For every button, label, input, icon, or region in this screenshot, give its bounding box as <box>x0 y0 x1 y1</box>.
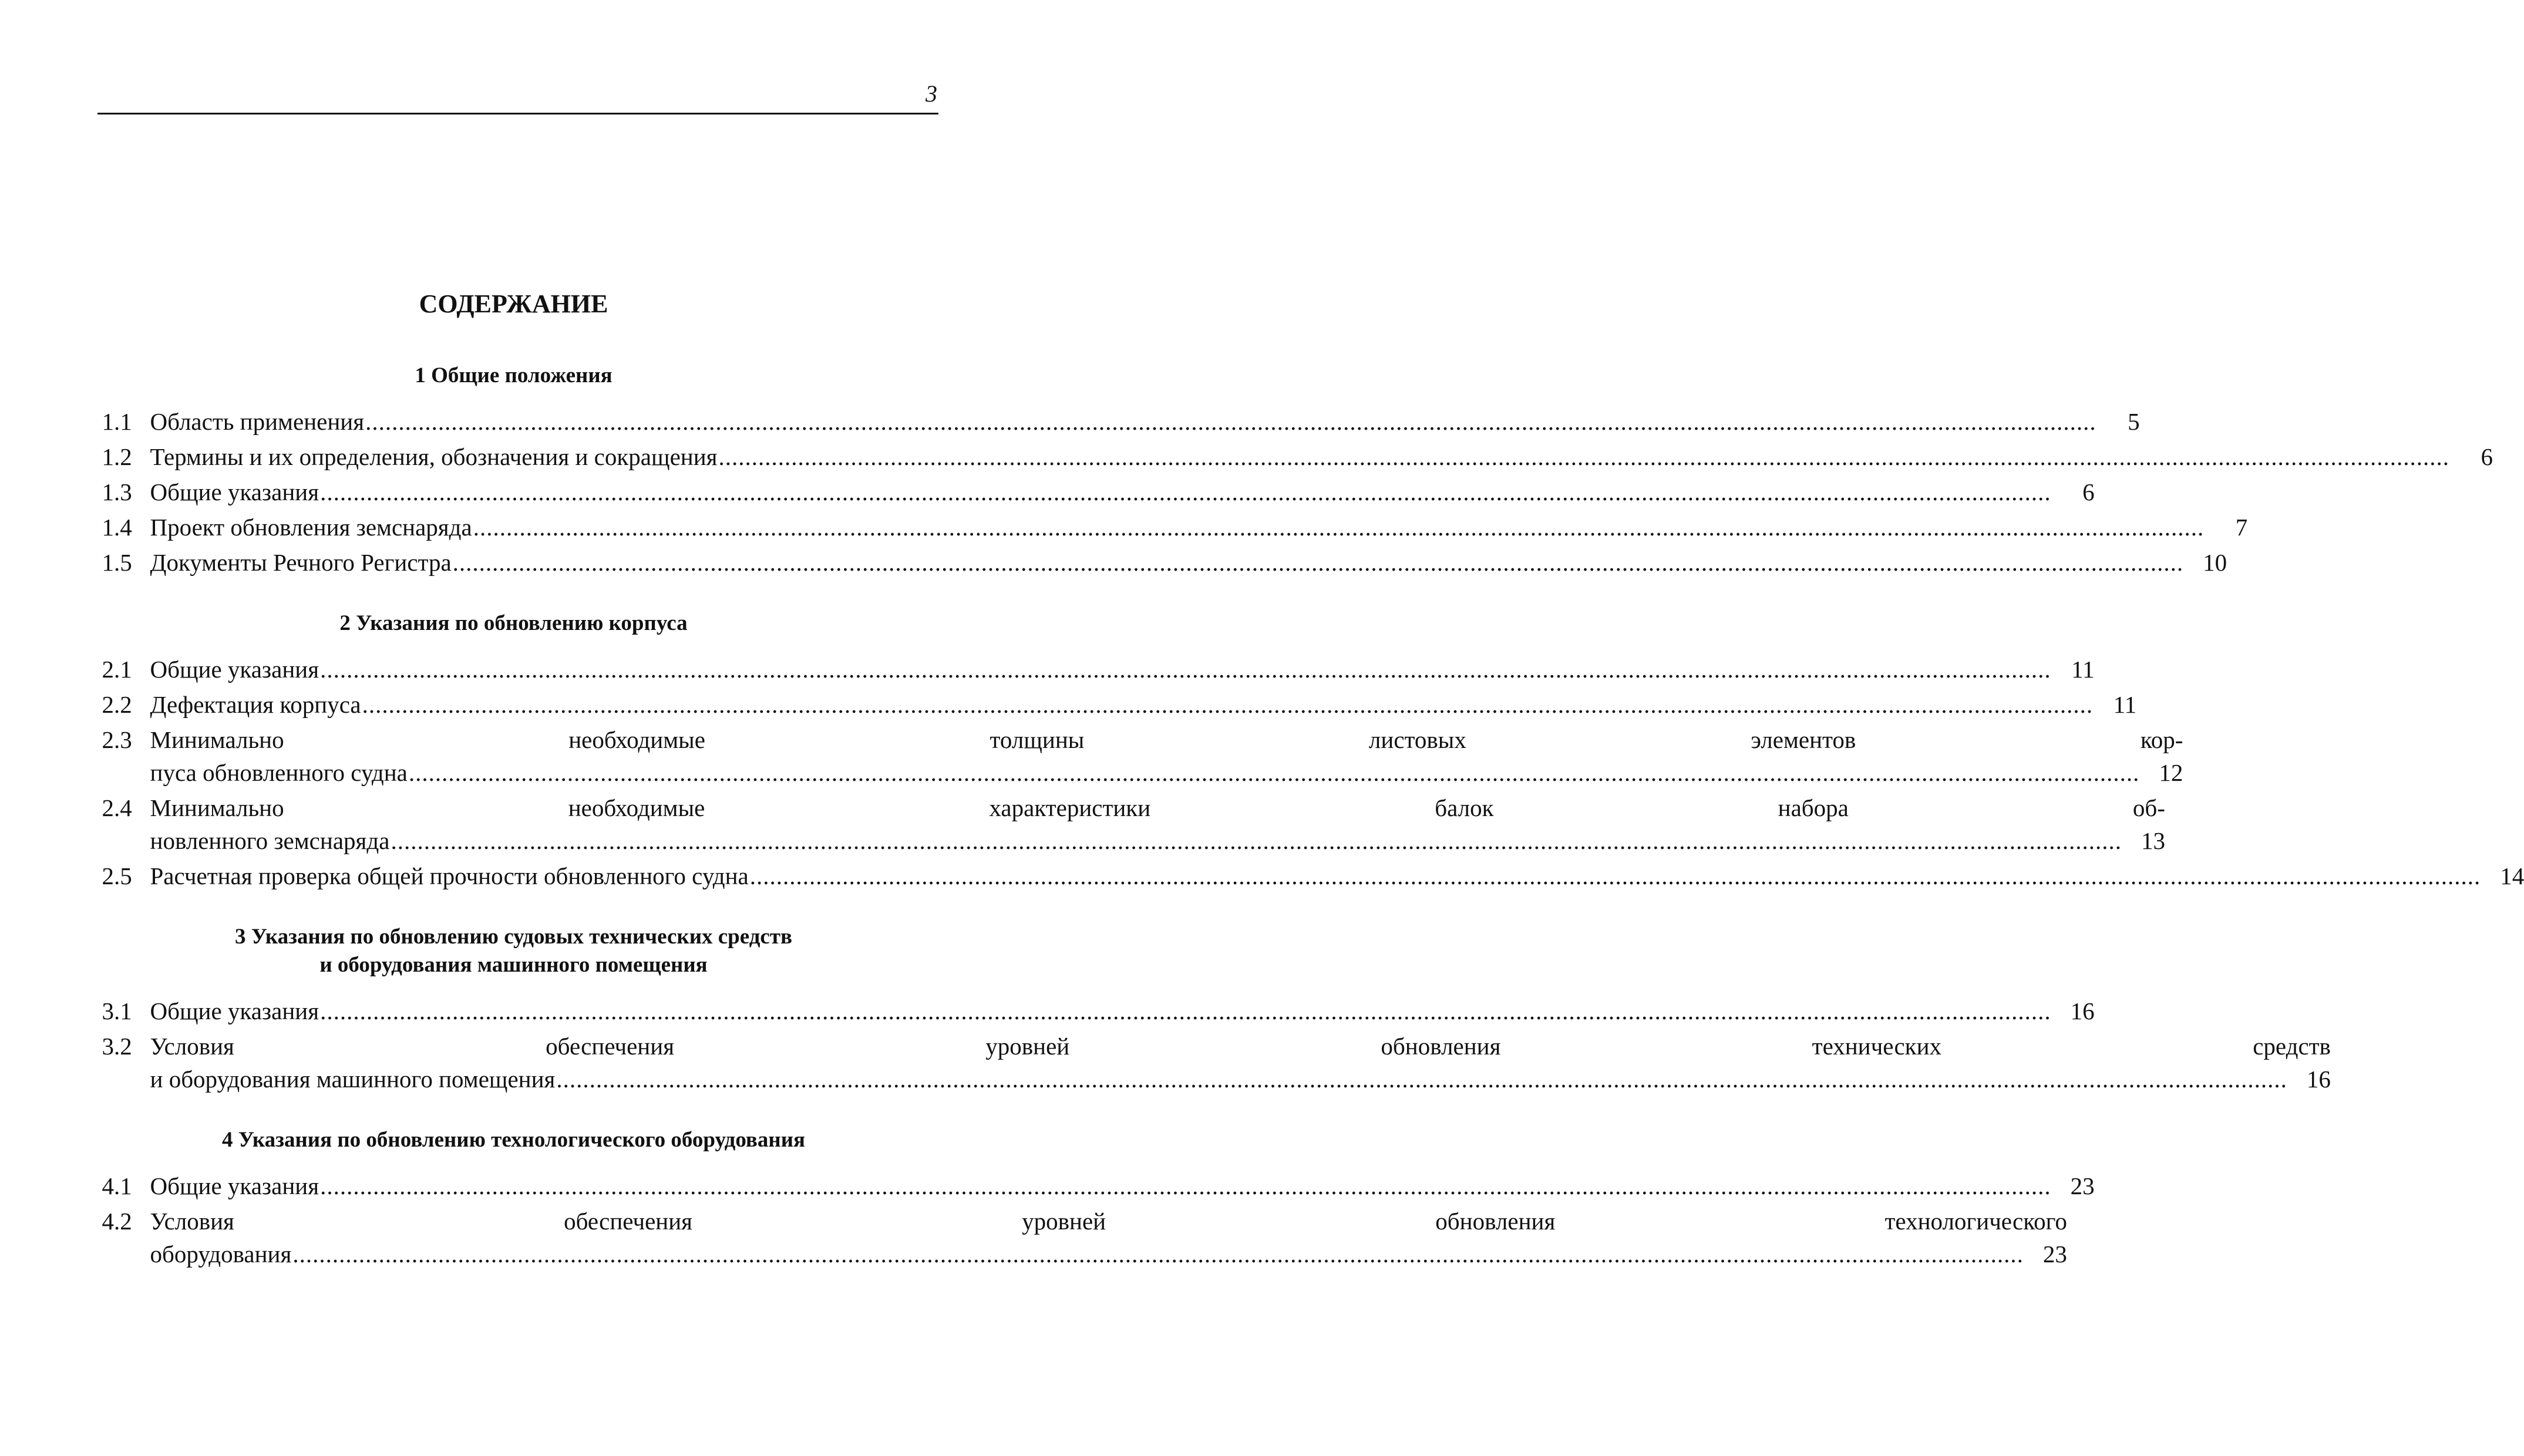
toc-entry-body <box>150 546 2227 579</box>
section-heading <box>0 609 1027 638</box>
section-heading-line: 4 Указания по обновлению технологического оборудования <box>221 1128 806 1152</box>
toc-entry-list <box>96 1169 2095 1270</box>
dot-leader <box>409 756 2140 789</box>
section-heading-line: 3 Указания по обновлению судовых технических средств <box>235 925 792 949</box>
toc-entry-line <box>150 405 2140 438</box>
dot-leader <box>320 653 2051 686</box>
toc-entry-number: 2.4 <box>102 794 132 821</box>
section-heading <box>0 362 1027 390</box>
dot-leader <box>453 546 2184 579</box>
toc-entry-line <box>150 1063 2331 1096</box>
toc-entry-title: пуса обновленного судна <box>150 759 408 786</box>
section-heading-line: 2 Указания по обновлению корпуса <box>339 611 688 635</box>
dot-leader <box>320 1169 2051 1202</box>
toc-entry-page: 10 <box>2203 549 2227 576</box>
toc-entry-body <box>150 440 2493 473</box>
toc-entry-title: Расчетная проверка общей прочности обновленного судна <box>150 862 749 889</box>
toc-entry-number: 1.3 <box>102 478 132 505</box>
toc-entry-title: Общие указания <box>150 478 319 505</box>
toc-entry-number: 1.2 <box>102 443 132 470</box>
toc-entry-number: 4.1 <box>102 1172 132 1199</box>
toc-entry[interactable] <box>102 440 2493 473</box>
toc-section <box>0 1126 2095 1270</box>
toc-entry-page: 11 <box>2071 656 2095 683</box>
toc-section <box>0 362 2493 579</box>
toc-entry-body <box>150 860 2524 892</box>
toc-entry-line <box>150 546 2227 579</box>
toc-entry-body <box>150 688 2137 721</box>
toc-entry-page: 23 <box>2070 1172 2095 1199</box>
toc-sections <box>0 362 2524 1270</box>
toc-entry-line <box>150 653 2095 686</box>
toc-entry[interactable] <box>102 405 2140 438</box>
dot-leader <box>391 824 2122 857</box>
toc-entry-line <box>150 688 2137 721</box>
dot-leader <box>365 405 2096 438</box>
toc-entry-number: 2.5 <box>102 862 132 889</box>
section-heading <box>0 923 1027 979</box>
toc-title: СОДЕРЖАНИЕ <box>419 289 608 318</box>
section-heading-line: и оборудования машинного помещения <box>319 953 708 977</box>
toc-entry-number: 4.2 <box>102 1208 132 1235</box>
toc-entry-title: Термины и их определения, обозначения и сокращения <box>150 443 718 470</box>
toc-entry-line <box>150 440 2493 473</box>
toc-entry-title: оборудования <box>150 1241 292 1268</box>
table-of-contents <box>0 288 2524 1301</box>
toc-entry-title: Минимально необходимые толщины листовых элементов кор- <box>150 726 2183 753</box>
dot-leader <box>750 860 2481 892</box>
toc-entry-title: Минимально необходимые характеристики балок набора об- <box>150 794 2165 821</box>
toc-section <box>0 923 2331 1096</box>
toc-entry-title: Условия обеспечения уровней обновления технических средств <box>150 1033 2331 1060</box>
dot-leader <box>362 688 2094 721</box>
toc-entry-body <box>150 1205 2067 1270</box>
header-rule <box>97 113 938 114</box>
toc-entry-line <box>150 791 2165 824</box>
toc-entry-page: 14 <box>2500 862 2524 889</box>
toc-entry-page: 5 <box>2128 408 2140 435</box>
toc-entry-page: 11 <box>2113 691 2137 718</box>
toc-entry-title: новленного земснаряда <box>150 827 390 854</box>
toc-entry-number: 2.3 <box>102 726 132 753</box>
toc-entry-number: 2.2 <box>102 691 132 718</box>
toc-entry[interactable] <box>102 995 2095 1027</box>
toc-entry-page: 16 <box>2306 1066 2331 1093</box>
toc-entry[interactable] <box>102 688 2137 721</box>
dot-leader <box>719 440 2450 473</box>
toc-entry-page: 7 <box>2235 514 2248 541</box>
toc-entry-page: 6 <box>2481 443 2493 470</box>
toc-entry[interactable] <box>102 1030 2331 1096</box>
toc-entry-title: Документы Речного Регистра <box>150 549 452 576</box>
toc-entry-page: 23 <box>2042 1241 2067 1268</box>
toc-entry[interactable] <box>102 476 2095 508</box>
section-heading-line: 1 Общие положения <box>415 363 613 387</box>
toc-entry[interactable] <box>102 511 2248 544</box>
toc-entry-line <box>150 476 2095 508</box>
toc-entry-line <box>150 723 2183 756</box>
toc-entry-number: 1.4 <box>102 514 132 541</box>
toc-entry-body <box>150 1169 2095 1202</box>
toc-entry-number: 1.5 <box>102 549 132 576</box>
toc-section <box>0 609 2524 892</box>
toc-entry[interactable] <box>102 1169 2095 1202</box>
dot-leader <box>473 511 2205 544</box>
toc-entry-line <box>150 1169 2095 1202</box>
toc-entry-title: Область применения <box>150 408 365 435</box>
toc-entry-line <box>150 860 2524 892</box>
toc-entry-line <box>150 824 2165 857</box>
toc-entry-line <box>150 756 2183 789</box>
toc-entry-list <box>96 653 2524 892</box>
toc-entry-body <box>150 405 2140 438</box>
page-number: 3 <box>926 80 937 107</box>
toc-entry-body <box>150 723 2183 789</box>
dot-leader <box>292 1238 2024 1270</box>
dot-leader <box>320 476 2051 508</box>
section-heading <box>0 1126 1027 1154</box>
toc-entry-line <box>150 995 2095 1027</box>
toc-entry-line <box>150 511 2248 544</box>
toc-entry-title: и оборудования машинного помещения <box>150 1066 556 1093</box>
toc-entry-page: 13 <box>2141 827 2165 854</box>
toc-entry-title: Проект обновления земснаряда <box>150 514 472 541</box>
toc-entry[interactable] <box>102 723 2183 789</box>
toc-entry-number: 2.1 <box>102 656 132 683</box>
dot-leader <box>320 995 2051 1027</box>
toc-entry[interactable] <box>102 653 2095 686</box>
toc-entry-line <box>150 1030 2331 1063</box>
toc-entry-line <box>150 1205 2067 1238</box>
toc-entry-title: Общие указания <box>150 656 319 683</box>
toc-entry-number: 3.2 <box>102 1033 132 1060</box>
toc-entry-body <box>150 995 2095 1027</box>
toc-entry-title: Дефектация корпуса <box>150 691 361 718</box>
toc-entry[interactable] <box>102 860 2524 892</box>
toc-entry-title: Общие указания <box>150 997 319 1024</box>
toc-entry[interactable] <box>102 546 2227 579</box>
toc-entry-body <box>150 791 2165 857</box>
toc-entry-page: 12 <box>2159 759 2183 786</box>
dot-leader <box>556 1063 2287 1096</box>
toc-entry-page: 6 <box>2082 478 2095 505</box>
toc-entry-body <box>150 511 2248 544</box>
toc-entry-list <box>96 995 2331 1096</box>
toc-entry-body <box>150 476 2095 508</box>
toc-entry-body <box>150 1030 2331 1096</box>
toc-entry-title: Условия обеспечения уровней обновления технологического <box>150 1208 2067 1235</box>
toc-entry-body <box>150 653 2095 686</box>
toc-entry-number: 3.1 <box>102 997 132 1024</box>
toc-entry-title: Общие указания <box>150 1172 319 1199</box>
toc-entry-number: 1.1 <box>102 408 132 435</box>
toc-entry[interactable] <box>102 791 2165 857</box>
toc-entry-list <box>96 405 2493 579</box>
toc-entry[interactable] <box>102 1205 2067 1270</box>
toc-entry-page: 16 <box>2070 997 2095 1024</box>
toc-entry-line <box>150 1238 2067 1270</box>
